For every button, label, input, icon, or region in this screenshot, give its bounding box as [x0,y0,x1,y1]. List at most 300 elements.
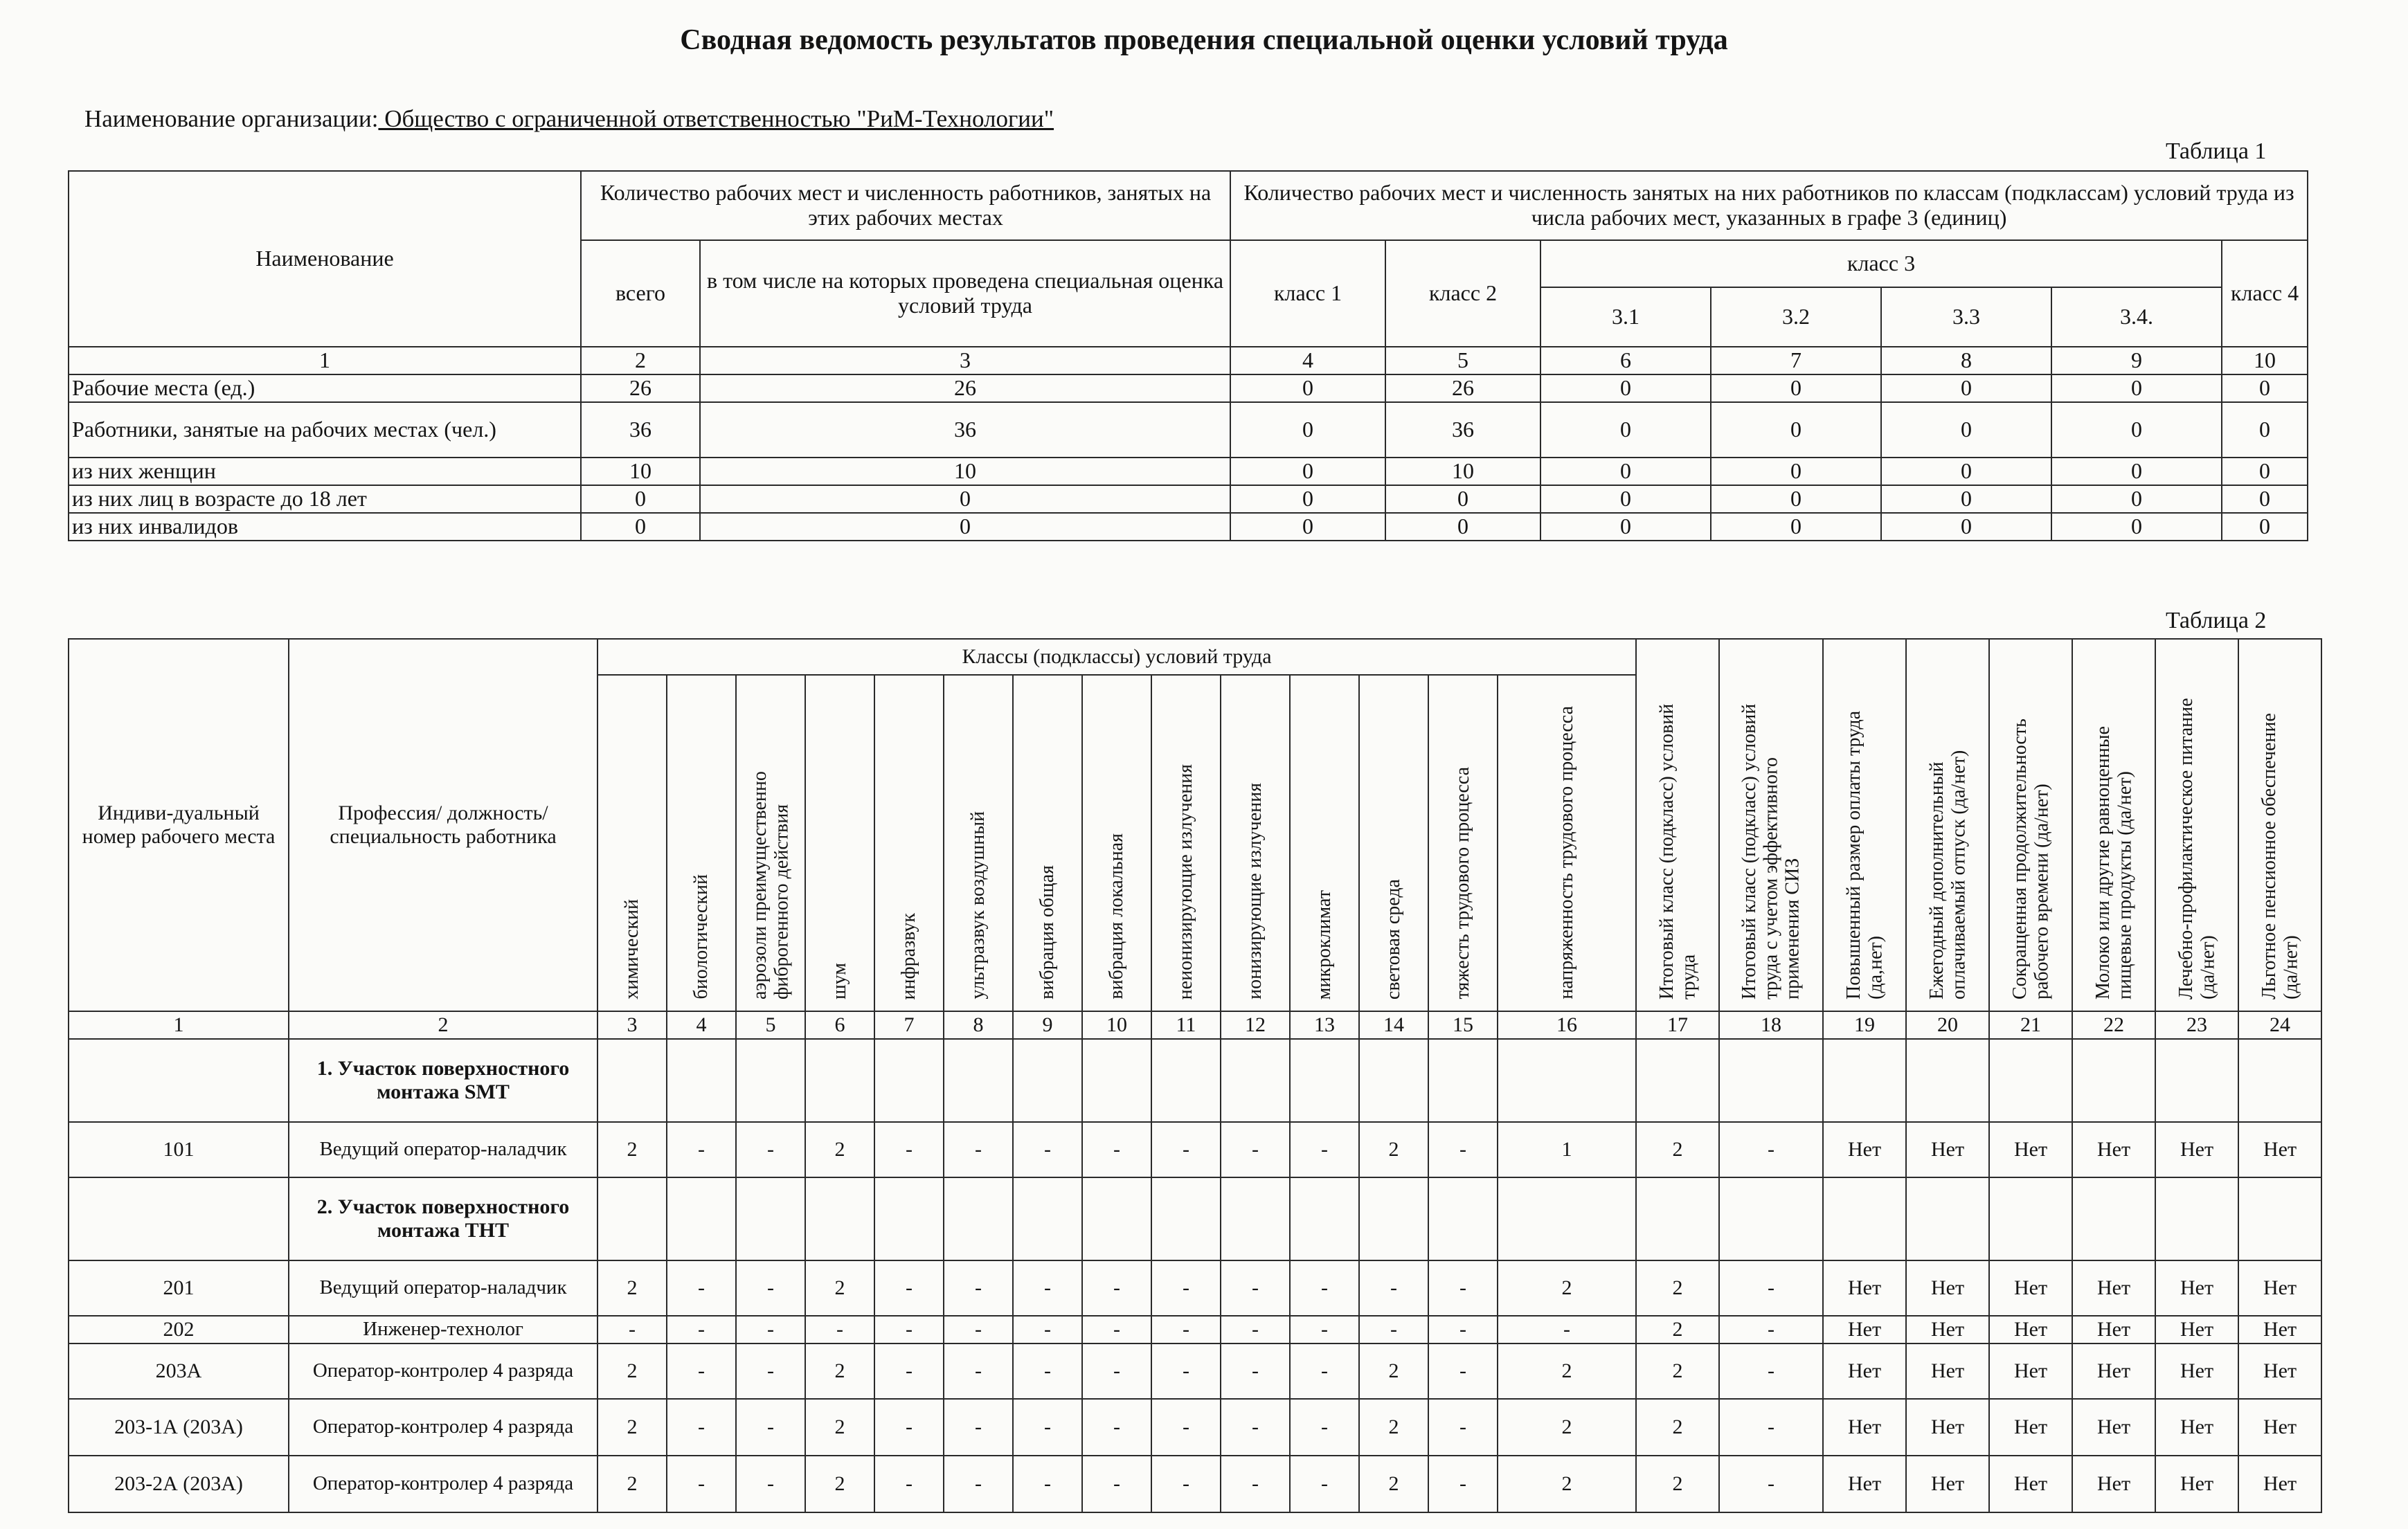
cell-value: 0 [2222,402,2308,458]
cell-value: 36 [700,402,1230,458]
factor-class: - [1013,1456,1082,1512]
section-empty-cell [2238,1177,2321,1260]
final-class: 2 [1636,1343,1719,1399]
column-numbers-row [69,347,2308,374]
factor-class: - [944,1399,1013,1456]
header-name: Наименование [69,171,581,347]
cell-value: 36 [1385,402,1540,458]
section-empty-cell [1498,1177,1636,1260]
factor-class: - [597,1316,667,1343]
cell-value: 0 [1540,485,1711,513]
header-factor [1082,675,1151,1011]
cell-value: 0 [581,513,700,541]
section-empty-cell [69,1177,289,1260]
column-number: 18 [1719,1011,1823,1039]
guarantee-value: Нет [1989,1399,2072,1456]
guarantee-value: Нет [2155,1122,2238,1177]
factor-class: - [1221,1316,1290,1343]
factor-class: - [1013,1316,1082,1343]
section-empty-cell [805,1177,874,1260]
guarantee-value: Нет [1906,1316,1989,1343]
header-factor-label: ультразвук воздушный [967,811,989,999]
header-factor [944,675,1013,1011]
column-number: 9 [2051,347,2222,374]
cell-value: 0 [1881,374,2051,402]
column-number: 1 [69,1011,289,1039]
table-row [69,513,2308,541]
guarantee-value: Нет [1906,1399,1989,1456]
factor-class: - [1151,1260,1221,1316]
header-factor [1221,675,1290,1011]
column-number: 4 [667,1011,736,1039]
factor-class: 2 [805,1399,874,1456]
column-numbers-row [69,1011,2321,1039]
header-factor [667,675,736,1011]
header-factor-label: неионизирующие излучения [1175,763,1197,999]
header-class-3-1: 3.1 [1540,287,1711,347]
section-empty-cell [1082,1177,1151,1260]
factor-class: - [1151,1343,1221,1399]
section-empty-cell [69,1039,289,1122]
guarantee-value: Нет [1989,1316,2072,1343]
section-empty-cell [2072,1177,2155,1260]
factor-class: - [944,1122,1013,1177]
cell-value: 26 [700,374,1230,402]
factor-class: - [1290,1122,1359,1177]
factor-class: - [1290,1260,1359,1316]
factor-class: - [874,1260,944,1316]
factor-class: 2 [1498,1399,1636,1456]
factor-class: - [1082,1343,1151,1399]
header-final-class-ppe-label: Итоговый класс (подкласс) условий труда с учетом эффективного применения СИЗ [1738,703,1804,999]
cell-value: 0 [700,485,1230,513]
section-empty-cell [1013,1039,1082,1122]
section-empty-cell [1013,1177,1082,1260]
cell-value: 0 [2051,513,2222,541]
header-final-class-label: Итоговый класс (подкласс) условий труда [1655,703,1700,999]
guarantee-value: Нет [2072,1456,2155,1512]
guarantee-value: Нет [2238,1260,2321,1316]
guarantee-value: Нет [2072,1343,2155,1399]
header-factor [874,675,944,1011]
section-empty-cell [1428,1177,1498,1260]
header-extra-label: Ежегодный дополнительный оплачиваемый отпуск (да/нет) [1925,750,1970,999]
section-empty-cell [1989,1039,2072,1122]
section-empty-cell [1636,1177,1719,1260]
column-number: 3 [597,1011,667,1039]
section-empty-cell [2155,1039,2238,1122]
header-factor-label: световая среда [1383,878,1405,999]
workplace-id: 202 [69,1316,289,1343]
cell-value: 0 [1881,513,2051,541]
factor-class: 1 [1498,1122,1636,1177]
section-title: 2. Участок поверхностного монтажа THT [289,1177,597,1260]
section-empty-cell [736,1039,805,1122]
cell-value: 0 [1540,458,1711,485]
section-empty-cell [1823,1039,1906,1122]
guarantee-value: Нет [1823,1260,1906,1316]
factor-class: 2 [1359,1399,1428,1456]
column-number: 15 [1428,1011,1498,1039]
guarantee-value: Нет [2155,1399,2238,1456]
section-empty-cell [1719,1039,1823,1122]
factor-class: - [1082,1456,1151,1512]
header-total: всего [581,240,700,347]
cell-value: 36 [581,402,700,458]
guarantee-value: Нет [2072,1122,2155,1177]
column-number: 14 [1359,1011,1428,1039]
header-extra-2 [1989,639,2072,1011]
factor-class: - [736,1316,805,1343]
table-row [69,1122,2321,1177]
guarantee-value: Нет [2155,1343,2238,1399]
table-row [69,1399,2321,1456]
factor-class: - [1359,1260,1428,1316]
row-label: из них лиц в возрасте до 18 лет [69,485,581,513]
column-number: 5 [736,1011,805,1039]
column-number: 20 [1906,1011,1989,1039]
header-extra-4 [2155,639,2238,1011]
section-empty-cell [1082,1039,1151,1122]
column-number: 3 [700,347,1230,374]
guarantee-value: Нет [1823,1122,1906,1177]
section-empty-cell [597,1177,667,1260]
table-row [69,1343,2321,1399]
workplace-id: 203А [69,1343,289,1399]
workplace-id: 201 [69,1260,289,1316]
cell-value: 0 [2051,458,2222,485]
factor-class: - [1428,1456,1498,1512]
header-factor [736,675,805,1011]
profession: Оператор-контролер 4 разряда [289,1456,597,1512]
cell-value: 0 [700,513,1230,541]
guarantee-value: Нет [2238,1456,2321,1512]
section-empty-cell [597,1039,667,1122]
final-class: 2 [1636,1316,1719,1343]
section-empty-cell [1359,1177,1428,1260]
factor-class: - [1428,1260,1498,1316]
factor-class: - [874,1316,944,1343]
section-empty-cell [1428,1039,1498,1122]
column-number: 17 [1636,1011,1719,1039]
guarantee-value: Нет [1823,1399,1906,1456]
header-factor [1428,675,1498,1011]
section-empty-cell [1989,1177,2072,1260]
guarantee-value: Нет [1989,1122,2072,1177]
section-empty-cell [1151,1039,1221,1122]
table-row [69,458,2308,485]
table2-caption: Таблица 2 [2166,608,2267,633]
final-class: 2 [1636,1260,1719,1316]
header-extra-label: Льготное пенсионное обеспечение (да/нет) [2258,713,2302,999]
column-number: 2 [581,347,700,374]
factor-class: - [1013,1399,1082,1456]
header-class2: класс 2 [1385,240,1540,347]
cell-value: 0 [1385,513,1540,541]
profession: Оператор-контролер 4 разряда [289,1343,597,1399]
cell-value: 0 [1711,458,1881,485]
header-factor [805,675,874,1011]
header-class3: класс 3 [1540,240,2222,287]
header-factor-label: напряженность трудового процесса [1556,706,1578,999]
factor-class: 2 [1359,1122,1428,1177]
summary-table [68,170,2308,541]
section-empty-cell [1151,1177,1221,1260]
section-empty-cell [2072,1039,2155,1122]
factor-class: - [805,1316,874,1343]
factor-class: - [944,1260,1013,1316]
column-number: 9 [1013,1011,1082,1039]
column-number: 6 [1540,347,1711,374]
factor-class: - [1290,1456,1359,1512]
factor-class: 2 [805,1456,874,1512]
header-final-class-ppe [1719,639,1823,1011]
header-workplace-id: Индиви-дуальный номер рабочего места [69,639,289,1011]
table-row [69,402,2308,458]
column-number: 4 [1230,347,1385,374]
guarantee-value: Нет [2238,1399,2321,1456]
factor-class: - [1221,1456,1290,1512]
guarantee-value: Нет [2072,1260,2155,1316]
table-row [69,1456,2321,1512]
table-row [69,374,2308,402]
cell-value: 0 [1711,513,1881,541]
cell-value: 0 [1230,513,1385,541]
profession: Ведущий оператор-наладчик [289,1122,597,1177]
factor-class: - [1151,1399,1221,1456]
factor-class: - [736,1456,805,1512]
final-class-ppe: - [1719,1122,1823,1177]
header-factor-label: химический [621,899,643,999]
factor-class: 2 [805,1343,874,1399]
header-class-3-3: 3.3 [1881,287,2051,347]
factor-class: 2 [597,1343,667,1399]
factor-class: - [736,1260,805,1316]
section-empty-cell [1290,1039,1359,1122]
factor-class: - [1290,1343,1359,1399]
table-row [69,485,2308,513]
cell-value: 10 [581,458,700,485]
factor-class: - [1082,1399,1151,1456]
factor-class: - [944,1456,1013,1512]
factor-class: - [1151,1456,1221,1512]
organization-name: Общество с ограниченной ответственностью "РиМ-Технологии" [378,105,1054,132]
section-empty-cell [805,1039,874,1122]
factor-class: - [1428,1399,1498,1456]
header-factor [1290,675,1359,1011]
cell-value: 0 [2051,402,2222,458]
factor-class: - [1221,1399,1290,1456]
section-empty-cell [874,1177,944,1260]
cell-value: 0 [1540,513,1711,541]
column-number: 8 [1881,347,2051,374]
factor-class: - [667,1122,736,1177]
guarantee-value: Нет [1989,1260,2072,1316]
header-classes-group: Количество рабочих мест и численность занятых на них работников по классам (подклассам) условий труда из числа рабочих мест, указанных в графе 3 (единиц) [1230,171,2308,240]
cell-value: 0 [1230,402,1385,458]
header-factor [1013,675,1082,1011]
column-number: 24 [2238,1011,2321,1039]
workplace-id: 101 [69,1122,289,1177]
section-empty-cell [944,1177,1013,1260]
factor-class: - [1221,1122,1290,1177]
section-empty-cell [1221,1177,1290,1260]
cell-value: 0 [1230,485,1385,513]
section-empty-cell [1719,1177,1823,1260]
header-factor-label: шум [829,963,851,999]
factor-class: - [736,1343,805,1399]
section-row [69,1039,2321,1122]
final-class: 2 [1636,1456,1719,1512]
factor-class: - [736,1122,805,1177]
header-class-3-4: 3.4. [2051,287,2222,347]
guarantee-value: Нет [2155,1260,2238,1316]
workplace-id: 203-2А (203А) [69,1456,289,1512]
cell-value: 0 [1540,402,1711,458]
factor-class: 2 [597,1399,667,1456]
column-number: 19 [1823,1011,1906,1039]
factor-class: - [874,1343,944,1399]
header-profession: Профессия/ должность/ специальность работника [289,639,597,1011]
factor-class: 2 [1498,1260,1636,1316]
section-empty-cell [2155,1177,2238,1260]
cell-value: 10 [1385,458,1540,485]
factor-class: - [1082,1122,1151,1177]
final-class-ppe: - [1719,1260,1823,1316]
document-title: Сводная ведомость результатов проведения специальной оценки условий труда [680,24,1728,56]
cell-value: 26 [1385,374,1540,402]
header-factor-label: ионизирующие излучения [1244,783,1266,999]
header-factor [1359,675,1428,1011]
section-empty-cell [1498,1039,1636,1122]
header-factor [1151,675,1221,1011]
section-empty-cell [736,1177,805,1260]
guarantee-value: Нет [2072,1399,2155,1456]
cell-value: 0 [2222,374,2308,402]
header-extra-0 [1823,639,1906,1011]
organization-label: Наименование организации: [84,105,379,132]
cell-value: 0 [2051,485,2222,513]
section-empty-cell [874,1039,944,1122]
factor-class: - [1428,1122,1498,1177]
section-empty-cell [667,1039,736,1122]
cell-value: 0 [2222,485,2308,513]
section-empty-cell [667,1177,736,1260]
section-empty-cell [944,1039,1013,1122]
column-number: 10 [2222,347,2308,374]
row-label: из них инвалидов [69,513,581,541]
final-class-ppe: - [1719,1456,1823,1512]
factor-class: - [874,1456,944,1512]
factor-class: - [1151,1122,1221,1177]
column-number: 8 [944,1011,1013,1039]
header-factor [1498,675,1636,1011]
cell-value: 0 [1711,374,1881,402]
section-empty-cell [2238,1039,2321,1122]
guarantee-value: Нет [2155,1456,2238,1512]
organization-line [84,105,1054,133]
factor-class: 2 [1498,1343,1636,1399]
column-number: 5 [1385,347,1540,374]
cell-value: 0 [1881,458,2051,485]
column-number: 22 [2072,1011,2155,1039]
cell-value: 0 [2222,513,2308,541]
profession: Инженер-технолог [289,1316,597,1343]
factor-class: - [1221,1260,1290,1316]
cell-value: 0 [2051,374,2222,402]
factor-class: 2 [1359,1456,1428,1512]
guarantee-value: Нет [2238,1343,2321,1399]
column-number: 11 [1151,1011,1221,1039]
header-factor-label: биологический [690,874,712,999]
guarantee-value: Нет [2238,1122,2321,1177]
header-factor-label: аэрозоли преимущественно фиброгенного действия [748,771,792,999]
column-number: 7 [874,1011,944,1039]
section-row [69,1177,2321,1260]
cell-value: 0 [1540,374,1711,402]
factor-class: - [1013,1343,1082,1399]
header-assessed: в том числе на которых проведена специальная оценка условий труда [700,240,1230,347]
header-extra-1 [1906,639,1989,1011]
header-factor-label: вибрация локальная [1106,833,1128,999]
factor-class: - [944,1316,1013,1343]
header-factor [597,675,667,1011]
table1-caption: Таблица 1 [2166,138,2267,164]
factor-class: - [667,1456,736,1512]
cell-value: 0 [1385,485,1540,513]
section-empty-cell [1636,1039,1719,1122]
factor-class: - [667,1399,736,1456]
column-number: 16 [1498,1011,1636,1039]
header-extra-label: Молоко или другие равноценные пищевые продукты (да/нет) [2092,726,2136,999]
factor-class: - [736,1399,805,1456]
factor-class: - [1290,1316,1359,1343]
final-class-ppe: - [1719,1316,1823,1343]
factor-class: - [1151,1316,1221,1343]
factor-class: - [1082,1316,1151,1343]
header-factor-label: тяжесть трудового процесса [1452,767,1474,999]
factor-class: - [1428,1343,1498,1399]
column-number: 10 [1082,1011,1151,1039]
header-class-3-2: 3.2 [1711,287,1881,347]
workplaces-table [68,638,2322,1513]
factor-class: 2 [1359,1343,1428,1399]
header-extra-3 [2072,639,2155,1011]
section-title: 1. Участок поверхностного монтажа SMT [289,1039,597,1122]
guarantee-value: Нет [2155,1316,2238,1343]
factor-class: 2 [597,1122,667,1177]
section-empty-cell [1823,1177,1906,1260]
column-number: 21 [1989,1011,2072,1039]
cell-value: 0 [1230,374,1385,402]
factor-class: - [1359,1316,1428,1343]
final-class: 2 [1636,1122,1719,1177]
factor-class: - [874,1399,944,1456]
column-number: 13 [1290,1011,1359,1039]
guarantee-value: Нет [1823,1456,1906,1512]
guarantee-value: Нет [1989,1456,2072,1512]
cell-value: 0 [1711,485,1881,513]
workplace-id: 203-1А (203А) [69,1399,289,1456]
guarantee-value: Нет [2072,1316,2155,1343]
factor-class: 2 [597,1456,667,1512]
cell-value: 0 [581,485,700,513]
guarantee-value: Нет [1906,1122,1989,1177]
factor-class: - [874,1122,944,1177]
guarantee-value: Нет [1906,1456,1989,1512]
section-empty-cell [1906,1039,1989,1122]
factor-class: - [1013,1260,1082,1316]
